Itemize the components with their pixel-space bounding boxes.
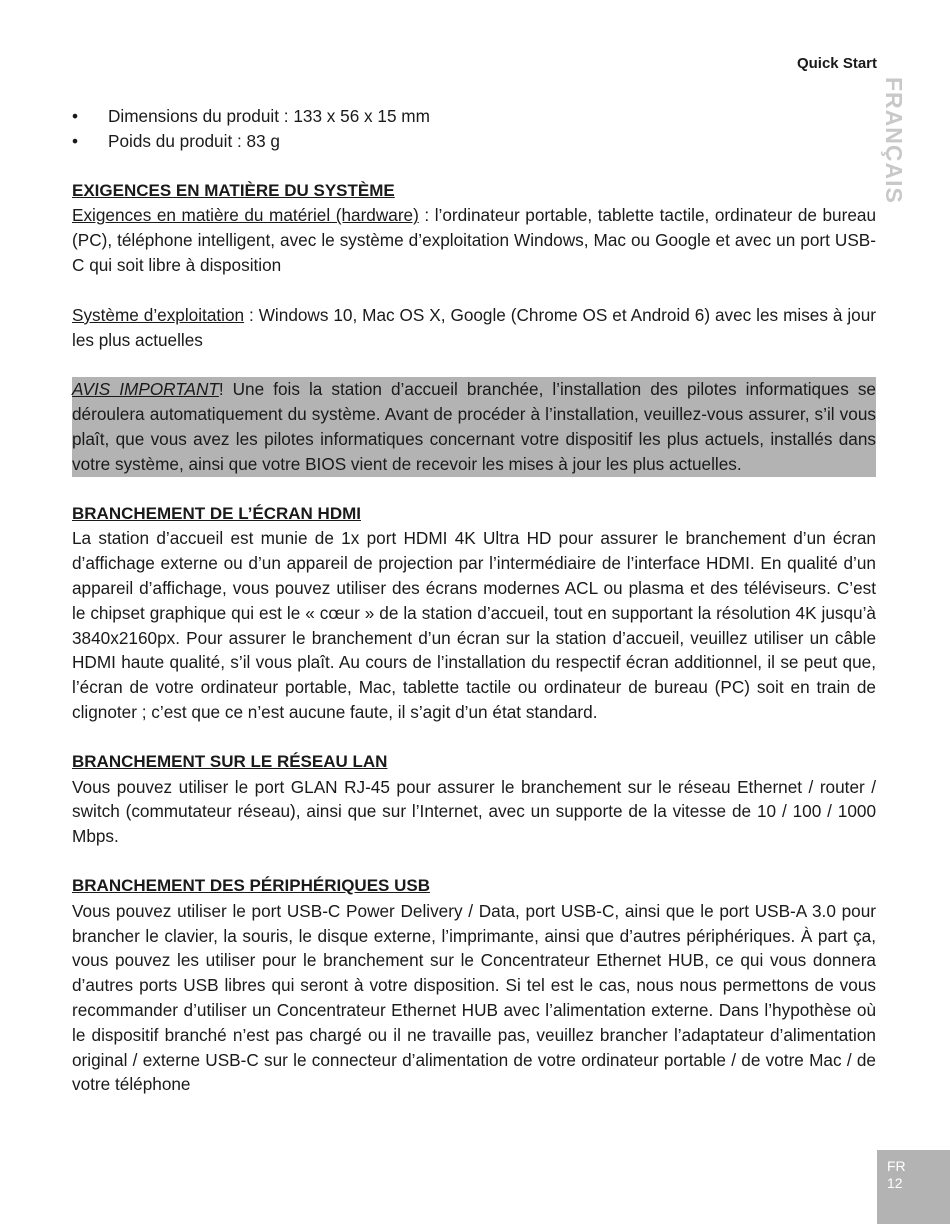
important-notice-text: ! Une fois la station d’accueil branchée, l’installation des pilotes informatiques se déroulera automatiquement du système. Avant de procéder à l’installation, veuillez-vous assurer, s’il vous plaît, que vous avez les pilotes informatiques concernant votre dispositif les plus actuels, installés dans votre système, ainsi que votre BIOS vient de recevoir les mises à jour les plus actuelles.: [72, 379, 876, 474]
important-notice: [72, 377, 876, 476]
lan-paragraph: Vous pouvez utiliser le port GLAN RJ-45 pour assurer le branchement sur le réseau Ethernet / router / switch (commutateur réseau), ainsi que sur l’Internet, avec un supporte de la vitesse de 10 / 100 / 1000 Mbps.: [72, 776, 876, 847]
section-heading-system-requirements: EXIGENCES EN MATIÈRE DU SYSTÈME: [72, 180, 395, 200]
spec-item-weight: • Poids du produit : 83 g: [72, 129, 876, 154]
important-notice-label: AVIS IMPORTANT: [72, 379, 219, 400]
os-requirements-label: Système d’exploitation: [72, 304, 245, 325]
page-content: [72, 104, 876, 1097]
page-language-code: FR: [887, 1158, 906, 1174]
spacer: [72, 154, 876, 179]
hardware-requirements-paragraph: [72, 203, 876, 277]
spec-list: [72, 104, 876, 154]
spacer: [72, 278, 876, 303]
section-heading-usb: BRANCHEMENT DES PÉRIPHÉRIQUES USB: [72, 875, 430, 895]
spacer: [72, 849, 876, 874]
side-language-label: [878, 77, 908, 207]
hardware-requirements-label: Exigences en matière du matériel (hardware): [72, 205, 419, 226]
page-number-tab: [877, 1150, 950, 1224]
os-requirements-paragraph: [72, 303, 876, 353]
page-header-title: Quick Start: [796, 55, 877, 72]
section-heading-lan: BRANCHEMENT SUR LE RÉSEAU LAN: [72, 751, 388, 771]
spec-item-dimensions: • Dimensions du produit : 133 x 56 x 15 mm: [72, 104, 876, 129]
hdmi-paragraph: La station d’accueil est munie de 1x port HDMI 4K Ultra HD pour assurer le branchement d’un écran d’affichage externe ou d’un appareil de projection par l’intermédiaire de l’interface HDMI. En qualité d’un appareil d’affichage, vous pouvez utiliser des écrans modernes ACL ou plasma et des téléviseurs. C’est le chipset graphique qui est le « cœur » de la station d’accueil, tout en supportant la résolution 4K jusqu’à 3840x2160px. Pour assurer le branchement d’un écran sur la station d’accueil, veuillez utiliser un câble HDMI haute qualité, s’il vous plaît. Au cours de l’installation du respectif écran additionnel, il se peut que, l’écran de votre ordinateur portable, Mac, tablette tactile ou ordinateur de bureau (PC) soit en train de clignoter ; c’est que ce n’est aucune faute, il s’agit d’un état standard.: [72, 528, 876, 722]
spacer: [72, 352, 876, 377]
os-requirements-text: : Windows 10, Mac OS X, Google (Chrome OS et Android 6) avec les mises à jour les plus actuelles: [72, 304, 876, 350]
side-language-text: FRANÇAIS: [881, 77, 907, 204]
page-number: 12: [887, 1175, 903, 1191]
usb-paragraph: Vous pouvez utiliser le port USB-C Power Delivery / Data, port USB-C, ainsi que le port USB-A 3.0 pour brancher le clavier, la souris, le disque externe, l’imprimante, ainsi que d’autres périphériques. À part ça, vous pouvez les utiliser pour le branchement sur le Concentrateur Ethernet HUB, ce qui vous donnera d’autres ports USB libres qui seront à votre disposition. Si tel est le cas, nous nous permettons de vous recommander d’utiliser un Concentrateur Ethernet HUB avec l’alimentation externe. Dans l’hypothèse où le dispositif branché n’est pas chargé ou il ne travaille pas, veuillez brancher l’adaptateur d’alimentation original / externe USB-C sur le connecteur d’alimentation de votre ordinateur portable / de votre Mac / de votre téléphone: [72, 900, 876, 1095]
hardware-requirements-text: : l’ordinateur portable, tablette tactile, ordinateur de bureau (PC), téléphone intelligent, avec le système d’exploitation Windows, Mac ou Google et avec un port USB-C qui soit libre à disposition: [72, 205, 876, 275]
spacer: [72, 477, 876, 502]
section-heading-hdmi: BRANCHEMENT DE L’ÉCRAN HDMI: [72, 503, 361, 523]
spacer: [72, 725, 876, 750]
